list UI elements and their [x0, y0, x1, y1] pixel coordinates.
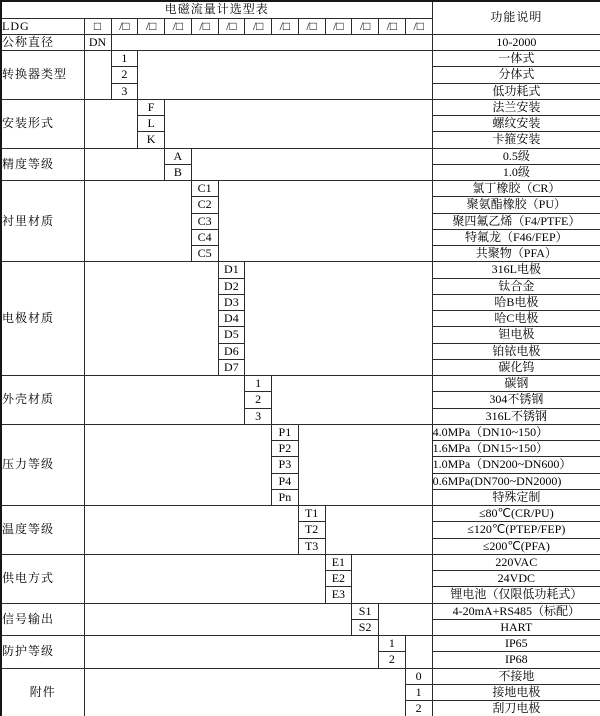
filler-cell [84, 376, 245, 425]
desc-cell: 哈C电极 [432, 311, 600, 327]
desc-cell: 碳化钨 [432, 359, 600, 375]
desc-cell: 分体式 [432, 67, 600, 83]
desc-cell: 1.0MPa（DN200~DN600） [432, 457, 600, 473]
category-label: 信号输出 [1, 603, 84, 636]
desc-cell: 10-2000 [432, 34, 600, 50]
filler-cell [405, 636, 432, 669]
code-cell: 2 [405, 701, 432, 716]
filler-cell [138, 51, 432, 100]
filler-cell [84, 148, 165, 181]
code-cell: DN [84, 34, 111, 50]
desc-cell: 一体式 [432, 51, 600, 67]
code-cell: P3 [272, 457, 299, 473]
model-slot-cell: /□ [245, 18, 272, 34]
code-cell: K [138, 132, 165, 148]
model-slot-cell: /□ [138, 18, 165, 34]
desc-cell: 304不锈钢 [432, 392, 600, 408]
category-label: 电极材质 [1, 262, 84, 376]
desc-cell: 聚氨酯橡胶（PU） [432, 197, 600, 213]
filler-cell [84, 262, 218, 376]
filler-cell [84, 181, 191, 262]
model-slot-cell: /□ [352, 18, 379, 34]
code-cell: P1 [272, 424, 299, 440]
desc-cell: 特氟龙（F46/FEP） [432, 229, 600, 245]
category-label: 公称直径 [1, 34, 84, 50]
category-label: 温度等级 [1, 506, 84, 555]
desc-cell: 哈B电极 [432, 294, 600, 310]
code-cell: E3 [325, 587, 352, 603]
desc-cell: 低功耗式 [432, 83, 600, 99]
filler-cell [84, 636, 379, 669]
filler-cell [298, 424, 432, 505]
desc-cell: 钛合金 [432, 278, 600, 294]
filler-cell [379, 603, 433, 636]
filler-cell [84, 424, 272, 505]
code-cell: B [165, 164, 192, 180]
filler-cell [84, 668, 405, 716]
desc-cell: HART [432, 619, 600, 635]
code-cell: 1 [405, 684, 432, 700]
code-cell: C3 [191, 213, 218, 229]
code-cell: C4 [191, 229, 218, 245]
category-label: 附件 [1, 668, 84, 716]
desc-cell: 氯丁橡胶（CR） [432, 181, 600, 197]
code-cell: D6 [218, 343, 245, 359]
code-cell: 2 [111, 67, 138, 83]
filler-cell [352, 554, 432, 603]
code-cell: D2 [218, 278, 245, 294]
model-slot-cell: /□ [379, 18, 406, 34]
function-column-header: 功能说明 [432, 1, 600, 34]
model-slot-cell: /□ [218, 18, 245, 34]
desc-cell: ≤80℃(CR/PU) [432, 506, 600, 522]
filler-cell [245, 262, 432, 376]
filler-cell [84, 603, 352, 636]
code-cell: T1 [298, 506, 325, 522]
code-cell: 2 [245, 392, 272, 408]
filler-cell [191, 148, 432, 181]
filler-cell [84, 506, 298, 555]
code-cell: E2 [325, 571, 352, 587]
desc-cell: 1.0级 [432, 164, 600, 180]
code-cell: D3 [218, 294, 245, 310]
desc-cell: 刮刀电极 [432, 701, 600, 716]
filler-cell [111, 34, 432, 50]
desc-cell: 聚四氟乙烯（F4/PTFE） [432, 213, 600, 229]
desc-cell: 220VAC [432, 554, 600, 570]
code-cell: S2 [352, 619, 379, 635]
desc-cell: 316L不锈钢 [432, 408, 600, 424]
code-cell: C1 [191, 181, 218, 197]
filler-cell [84, 99, 138, 148]
code-cell: P4 [272, 473, 299, 489]
filler-cell [84, 51, 111, 100]
code-cell: T3 [298, 538, 325, 554]
code-cell: E1 [325, 554, 352, 570]
code-cell: 0 [405, 668, 432, 684]
model-slot-cell: /□ [191, 18, 218, 34]
model-slot-cell: /□ [272, 18, 299, 34]
desc-cell: 1.6MPa（DN15~150） [432, 441, 600, 457]
desc-cell: IP68 [432, 652, 600, 668]
desc-cell: 特殊定制 [432, 489, 600, 505]
category-label: 供电方式 [1, 554, 84, 603]
code-cell: C5 [191, 246, 218, 262]
code-cell: C2 [191, 197, 218, 213]
filler-cell [272, 376, 433, 425]
model-slot-cell: /□ [405, 18, 432, 34]
model-slot-cell: /□ [298, 18, 325, 34]
desc-cell: ≤200℃(PFA) [432, 538, 600, 554]
filler-cell [165, 99, 433, 148]
code-cell: D4 [218, 311, 245, 327]
code-cell: T2 [298, 522, 325, 538]
category-label: 精度等级 [1, 148, 84, 181]
desc-cell: 法兰安装 [432, 99, 600, 115]
desc-cell: 螺纹安装 [432, 116, 600, 132]
code-cell: 1 [245, 376, 272, 392]
code-cell: S1 [352, 603, 379, 619]
desc-cell: 共聚物（PFA） [432, 246, 600, 262]
desc-cell: 铂铱电极 [432, 343, 600, 359]
code-cell: P2 [272, 441, 299, 457]
code-cell: 1 [379, 636, 406, 652]
desc-cell: 4-20mA+RS485（标配） [432, 603, 600, 619]
desc-cell: ≤120℃(PTEP/FEP) [432, 522, 600, 538]
category-label: 外壳材质 [1, 376, 84, 425]
category-label: 压力等级 [1, 424, 84, 505]
filler-cell [325, 506, 432, 555]
desc-cell: 锂电池（仅限低功耗式） [432, 587, 600, 603]
code-cell: F [138, 99, 165, 115]
model-box-cell: □ [84, 18, 111, 34]
desc-cell: 卡箍安装 [432, 132, 600, 148]
category-label: 转换器类型 [1, 51, 84, 100]
desc-cell: 钽电极 [432, 327, 600, 343]
category-label: 衬里材质 [1, 181, 84, 262]
category-label: 安装形式 [1, 99, 84, 148]
table-title: 电磁流量计选型表 [1, 1, 432, 18]
desc-cell: 不接地 [432, 668, 600, 684]
desc-cell: 碳钢 [432, 376, 600, 392]
code-cell: 3 [111, 83, 138, 99]
code-cell: D5 [218, 327, 245, 343]
code-cell: Pn [272, 489, 299, 505]
desc-cell: 24VDC [432, 571, 600, 587]
code-cell: A [165, 148, 192, 164]
filler-cell [84, 554, 325, 603]
code-cell: 1 [111, 51, 138, 67]
code-cell: 3 [245, 408, 272, 424]
filler-cell [218, 181, 432, 262]
desc-cell: 接地电极 [432, 684, 600, 700]
desc-cell: 4.0MPa（DN10~150） [432, 424, 600, 440]
code-cell: D7 [218, 359, 245, 375]
category-label: 防护等级 [1, 636, 84, 669]
code-cell: 2 [379, 652, 406, 668]
desc-cell: 0.6MPa(DN700~DN2000) [432, 473, 600, 489]
model-slot-cell: /□ [165, 18, 192, 34]
desc-cell: 316L电极 [432, 262, 600, 278]
desc-cell: 0.5级 [432, 148, 600, 164]
desc-cell: IP65 [432, 636, 600, 652]
model-slot-cell: /□ [325, 18, 352, 34]
code-cell: L [138, 116, 165, 132]
code-cell: D1 [218, 262, 245, 278]
model-prefix: LDG [1, 18, 84, 34]
model-slot-cell: /□ [111, 18, 138, 34]
